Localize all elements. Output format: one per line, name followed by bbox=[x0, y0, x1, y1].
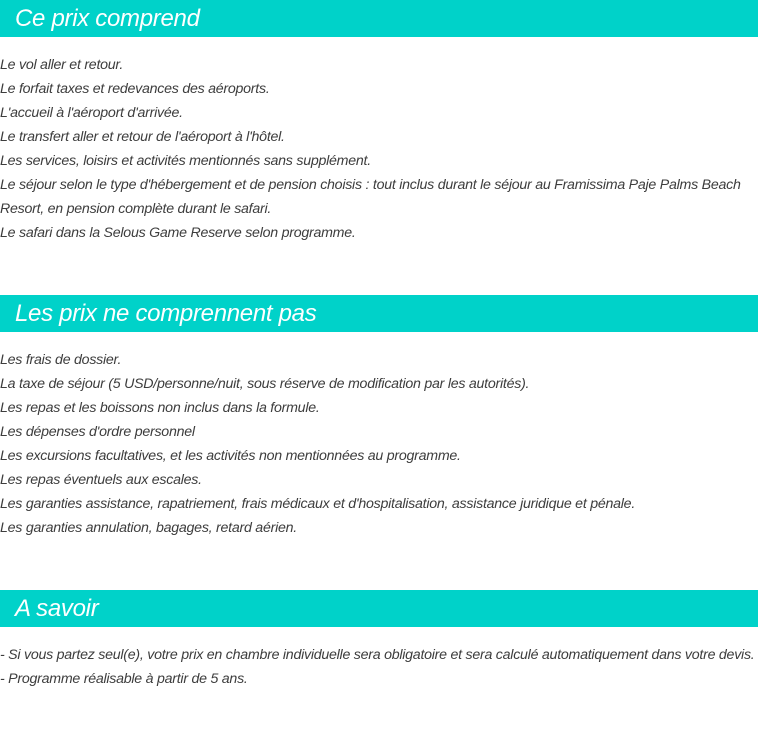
list-item: Les repas et les boissons non inclus dans la formule. bbox=[0, 400, 320, 416]
list-item: Les garanties annulation, bagages, retard aérien. bbox=[0, 520, 297, 536]
section-title: A savoir bbox=[0, 590, 758, 627]
list-item: - Si vous partez seul(e), votre prix en chambre individuelle sera obligatoire et sera calculé automatiquement dans votre devis. bbox=[0, 647, 755, 663]
list-item: Le transfert aller et retour de l'aéroport à l'hôtel. bbox=[0, 129, 285, 145]
list-item: Les dépenses d'ordre personnel bbox=[0, 424, 195, 440]
list-item: Le forfait taxes et redevances des aéroports. bbox=[0, 81, 270, 97]
list-item: La taxe de séjour (5 USD/personne/nuit, sous réserve de modification par les autorités). bbox=[0, 376, 530, 392]
section-title: Les prix ne comprennent pas bbox=[0, 295, 758, 332]
list-item: - Programme réalisable à partir de 5 ans. bbox=[0, 671, 248, 687]
list-item: Le vol aller et retour. bbox=[0, 57, 124, 73]
item-list bbox=[0, 53, 758, 245]
list-item: Les frais de dossier. bbox=[0, 352, 122, 368]
list-item: Les services, loisirs et activités mentionnés sans supplément. bbox=[0, 153, 371, 169]
list-item: Les excursions facultatives, et les activités non mentionnées au programme. bbox=[0, 448, 461, 464]
list-item: Le séjour selon le type d'hébergement et de pension choisis : tout inclus durant le séjour au Framissima Paje Palms Beach Resort, en pension complète durant le safari. bbox=[0, 177, 741, 217]
section-good-to-know bbox=[0, 590, 758, 691]
section-title: Ce prix comprend bbox=[0, 0, 758, 37]
list-item: Les garanties assistance, rapatriement, frais médicaux et d'hospitalisation, assistance juridique et pénale. bbox=[0, 496, 636, 512]
item-list bbox=[0, 643, 758, 691]
section-price-includes bbox=[0, 0, 758, 245]
list-item: L'accueil à l'aéroport d'arrivée. bbox=[0, 105, 183, 121]
list-item: Les repas éventuels aux escales. bbox=[0, 472, 202, 488]
section-price-excludes bbox=[0, 295, 758, 540]
list-item: Le safari dans la Selous Game Reserve selon programme. bbox=[0, 225, 356, 241]
item-list bbox=[0, 348, 758, 540]
